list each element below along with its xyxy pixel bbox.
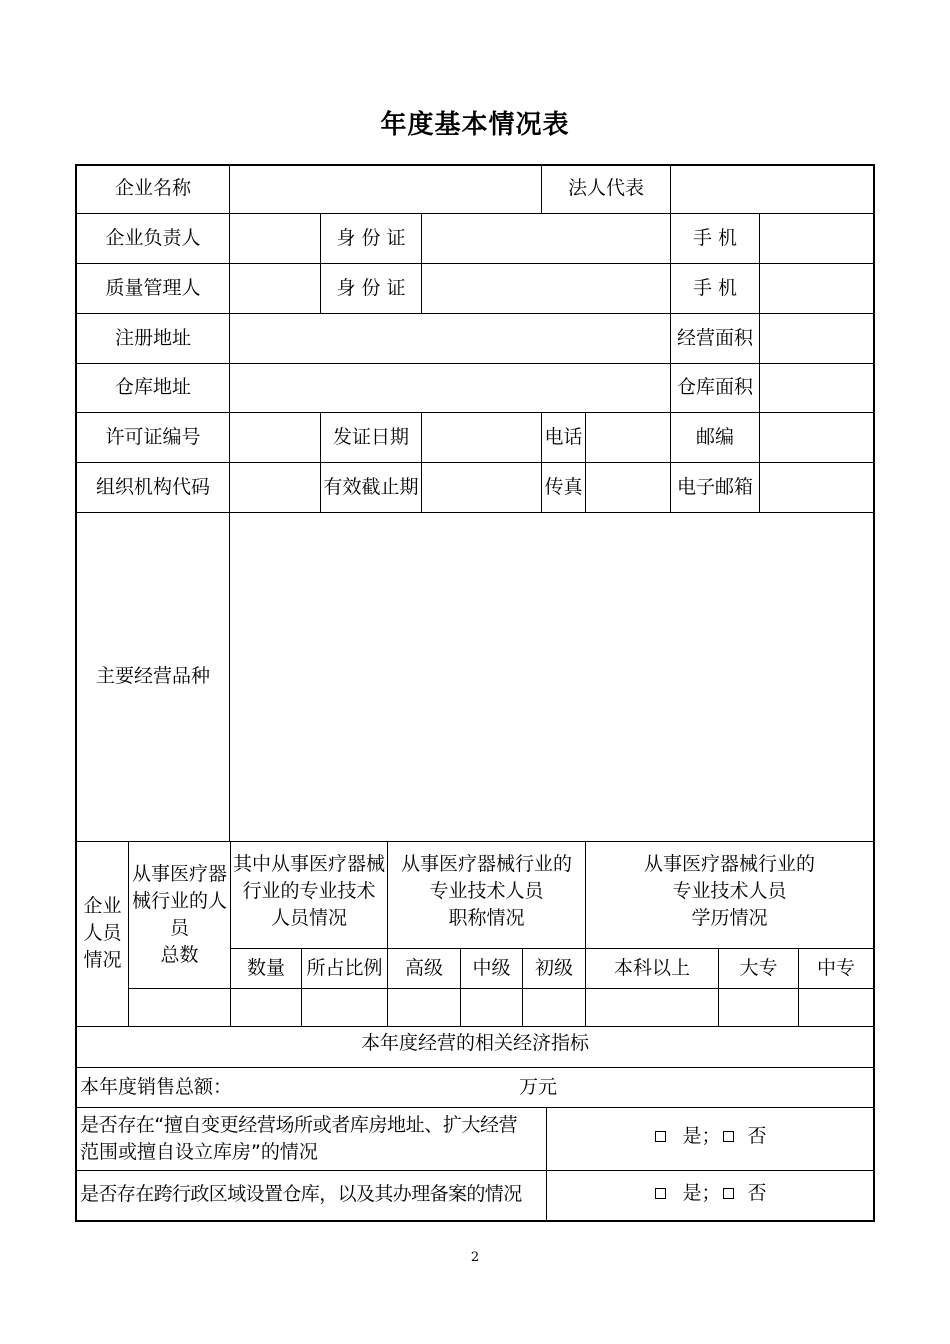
sales-unit: 万元 [518, 1076, 557, 1098]
question-1-choice [547, 1108, 873, 1164]
warehouse-address-label: 仓库地址 [114, 376, 191, 398]
yes-checkbox[interactable] [655, 1131, 666, 1142]
total-staff-label-line: 总数 [160, 943, 199, 966]
mobile-label: 手 机 [692, 276, 738, 299]
education-staff-label [586, 841, 873, 948]
main-products-label: 主要经营品种 [95, 665, 210, 687]
title-staff-label-line: 从事医疗器械行业的 [400, 853, 572, 875]
main-products-field[interactable] [230, 512, 873, 841]
ratio-field[interactable] [302, 989, 387, 1026]
bachelor-field[interactable] [586, 989, 718, 1026]
title-staff-label-line: 专业技术人员 [429, 880, 544, 902]
bachelor-header: 本科以上 [613, 956, 690, 979]
issue-date-label: 发证日期 [332, 425, 409, 448]
id-card-label: 身 份 证 [336, 276, 406, 299]
question-2-label: 是否存在跨行政区域设置仓库，以及其办理备案的情况 [80, 1182, 522, 1205]
title-staff-label-line: 职称情况 [448, 907, 525, 929]
email-field[interactable] [760, 462, 873, 512]
page-number: 2 [470, 1250, 480, 1265]
valid-until-label: 有效截止期 [323, 475, 419, 498]
no-checkbox[interactable] [723, 1131, 734, 1142]
phone-label: 电话 [544, 425, 583, 448]
sales-field[interactable] [280, 1068, 510, 1107]
total-staff-label-line: 员 [169, 916, 189, 939]
junior-header: 初级 [534, 956, 573, 979]
license-no-field[interactable] [230, 412, 320, 462]
fax-field[interactable] [586, 462, 670, 512]
id-card-field[interactable] [422, 213, 670, 263]
business-area-label: 经营面积 [676, 326, 753, 349]
warehouse-address-field[interactable] [230, 363, 670, 412]
company-head-field[interactable] [230, 213, 320, 263]
professional-staff-label-line: 其中从事医疗器械 [232, 853, 385, 875]
quality-manager-field[interactable] [230, 263, 320, 313]
staff-section-label-line: 情况 [83, 949, 122, 971]
warehouse-area-label: 仓库面积 [676, 376, 753, 398]
no-checkbox[interactable] [723, 1188, 734, 1199]
org-code-label: 组织机构代码 [95, 475, 210, 498]
junior-field[interactable] [523, 989, 585, 1026]
total-staff-field[interactable] [129, 989, 230, 1026]
business-area-field[interactable] [760, 313, 873, 363]
total-staff-label-line: 械行业的人 [131, 889, 227, 912]
org-code-field[interactable] [230, 462, 320, 512]
reg-address-label: 注册地址 [114, 326, 191, 349]
staff-section-label [77, 841, 128, 1026]
education-staff-label-line: 学历情况 [691, 907, 768, 929]
postcode-field[interactable] [760, 412, 873, 462]
total-staff-label-line: 从事医疗器 [131, 862, 227, 885]
question-1-label [77, 1108, 546, 1170]
mobile-field[interactable] [760, 213, 873, 263]
count-field[interactable] [231, 989, 301, 1026]
college-header: 大专 [739, 956, 778, 979]
professional-staff-label [231, 841, 387, 948]
yes-label: 是； [682, 1181, 721, 1204]
staff-section-label-line: 企业 [83, 895, 122, 917]
legal-rep-label: 法人代表 [567, 177, 644, 199]
quality-manager-label: 质量管理人 [105, 276, 201, 299]
email-label: 电子邮箱 [676, 475, 753, 498]
title-staff-label [388, 841, 585, 948]
college-field[interactable] [719, 989, 798, 1026]
legal-rep-field[interactable] [671, 164, 873, 213]
page-title: 年度基本情况表 [380, 110, 570, 140]
mobile-field[interactable] [760, 263, 873, 313]
reg-address-field[interactable] [230, 313, 670, 363]
id-card-label: 身 份 证 [336, 226, 406, 249]
professional-staff-label-line: 行业的专业技术 [242, 880, 376, 902]
mobile-label: 手 机 [692, 226, 738, 249]
warehouse-area-field[interactable] [760, 363, 873, 412]
total-staff-label [129, 841, 230, 988]
license-no-label: 许可证编号 [105, 425, 201, 448]
no-label: 否 [747, 1124, 767, 1147]
sales-label: 本年度销售总额： [80, 1076, 233, 1098]
phone-field[interactable] [586, 412, 670, 462]
count-header: 数量 [246, 956, 285, 979]
yes-checkbox[interactable] [655, 1188, 666, 1199]
education-staff-label-line: 从事医疗器械行业的 [643, 853, 815, 875]
no-label: 否 [747, 1181, 767, 1204]
ratio-header: 所占比例 [306, 956, 383, 979]
table-border-bottom [75, 1220, 875, 1222]
company-name-label: 企业名称 [114, 177, 191, 199]
middle-header: 中级 [472, 956, 511, 979]
fax-label: 传真 [544, 475, 583, 498]
senior-field[interactable] [388, 989, 460, 1026]
id-card-field[interactable] [422, 263, 670, 313]
education-staff-label-line: 专业技术人员 [672, 880, 787, 902]
economy-header: 本年度经营的相关经济指标 [360, 1032, 589, 1054]
secondary-header: 中专 [816, 956, 855, 979]
question-1-line: 是否存在“擅自变更经营场所或者库房地址、扩大经营 [80, 1114, 518, 1136]
senior-header: 高级 [404, 956, 443, 979]
question-2-choice [547, 1171, 873, 1215]
table-border-right [873, 164, 875, 1222]
valid-until-field[interactable] [422, 462, 541, 512]
postcode-label: 邮编 [695, 425, 734, 448]
issue-date-field[interactable] [422, 412, 541, 462]
company-name-field[interactable] [230, 164, 541, 213]
middle-field[interactable] [461, 989, 522, 1026]
secondary-field[interactable] [799, 989, 873, 1026]
question-1-line: 范围或擅自设立库房”的情况 [80, 1141, 318, 1163]
company-head-label: 企业负责人 [105, 226, 201, 249]
yes-label: 是； [682, 1124, 721, 1147]
staff-section-label-line: 人员 [83, 922, 122, 944]
professional-staff-label-line: 人员情况 [270, 907, 347, 929]
